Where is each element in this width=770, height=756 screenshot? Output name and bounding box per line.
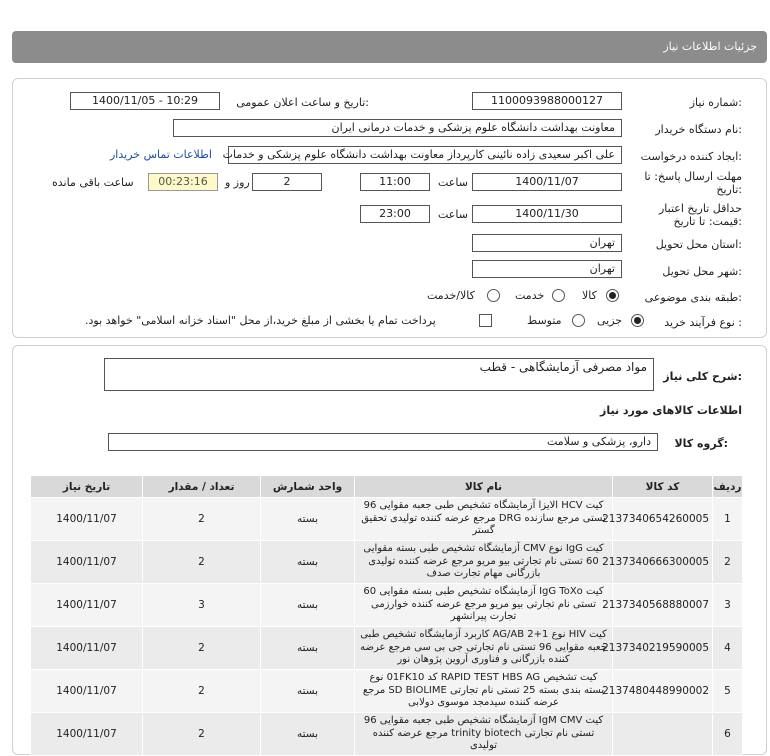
buyer-label: نام دستگاه خریدار: xyxy=(655,123,742,136)
city-field: تهران xyxy=(472,260,622,278)
cell-date: 1400/11/07 xyxy=(31,584,143,627)
cell-unit: بسته xyxy=(261,627,355,670)
process-option-minor: جزیی xyxy=(597,314,623,327)
validity-time-label: ساعت xyxy=(438,208,468,221)
col-header-date: تاریخ نیاز xyxy=(31,476,143,498)
table-row xyxy=(31,670,743,713)
table-header-row xyxy=(31,476,743,498)
deadline-date-field: 1400/11/07 xyxy=(472,173,622,191)
category-option-service: خدمت xyxy=(515,289,545,302)
province-field: تهران xyxy=(472,234,622,252)
goods-info-title: اطلاعات کالاهای مورد نیاز xyxy=(600,404,742,417)
cell-row-number: 3 xyxy=(713,584,743,627)
cell-code xyxy=(613,713,713,756)
header-bar xyxy=(12,31,767,63)
cell-code: 2137340568880007 xyxy=(613,584,713,627)
cell-quantity: 2 xyxy=(143,541,261,584)
announce-field: 1400/11/05 - 10:29 xyxy=(70,92,220,110)
cell-quantity: 3 xyxy=(143,584,261,627)
col-header-name: نام کالا xyxy=(355,476,613,498)
table-row xyxy=(31,713,743,756)
treasury-payment-checkbox[interactable] xyxy=(479,314,492,327)
cell-date: 1400/11/07 xyxy=(31,541,143,584)
cell-name: کیت HCV الایزا آزمایشگاه تشخیص طبی جعبه مقوایی 96 تستی مرجع سازنده DRG مرجع عرضه کننده تولیدی تحقیق گستر xyxy=(355,498,613,541)
validity-time-field: 23:00 xyxy=(360,205,430,223)
category-radio-both[interactable] xyxy=(487,289,500,302)
cell-row-number: 1 xyxy=(713,498,743,541)
cell-row-number: 2 xyxy=(713,541,743,584)
days-field: 2 xyxy=(252,173,322,191)
cell-name: کیت IgM CMV آزمایشگاه تشخیص طبی جعبه مقوایی 96 تستی نام تجارتی trinity biotech مرجع عرضه کننده تولیدی xyxy=(355,713,613,756)
cell-date: 1400/11/07 xyxy=(31,498,143,541)
remaining-label: ساعت باقی مانده xyxy=(52,176,134,189)
page-title: جزئیات اطلاعات نیاز xyxy=(663,40,757,53)
cell-row-number: 4 xyxy=(713,627,743,670)
need-number-label: شماره نیاز: xyxy=(689,96,742,109)
remaining-time-field: 00:23:16 xyxy=(148,173,218,191)
goods-table xyxy=(30,475,743,756)
deadline-time-label: ساعت xyxy=(438,176,468,189)
cell-unit: بسته xyxy=(261,713,355,756)
process-label: نوع فرآیند خرید : xyxy=(664,316,742,329)
cell-quantity: 2 xyxy=(143,498,261,541)
days-label: روز و xyxy=(225,176,250,189)
process-option-medium: متوسط xyxy=(527,314,562,327)
cell-unit: بسته xyxy=(261,498,355,541)
description-label: شرح کلی نیاز: xyxy=(663,370,742,383)
cell-row-number: 6 xyxy=(713,713,743,756)
col-header-code: کد کالا xyxy=(613,476,713,498)
cell-code: 2137340654260005 xyxy=(613,498,713,541)
goods-group-field: دارو، پزشکی و سلامت xyxy=(108,433,658,451)
col-header-row-number: ردیف xyxy=(713,476,743,498)
cell-unit: بسته xyxy=(261,541,355,584)
table-row xyxy=(31,627,743,670)
col-header-unit: واحد شمارش xyxy=(261,476,355,498)
deadline-label-line1: مهلت ارسال پاسخ: تا xyxy=(644,170,742,183)
table-row xyxy=(31,498,743,541)
category-option-both: کالا/خدمت xyxy=(427,289,475,302)
cell-row-number: 5 xyxy=(713,670,743,713)
validity-label-line2: قیمت: تا تاریخ: xyxy=(673,215,742,228)
cell-name: کیت IgG ToXo آزمایشگاه تشخیص طبی بسته مقوایی 60 تستی نام تجارتی بیو مریو مرجع عرضه کننده خوارزمی تجارت پیرانشهر xyxy=(355,584,613,627)
deadline-label-line2: تاریخ: xyxy=(716,183,742,196)
category-label: طبقه بندی موضوعی: xyxy=(644,291,742,304)
process-radio-minor[interactable] xyxy=(631,314,644,327)
cell-quantity: 2 xyxy=(143,713,261,756)
cell-code: 2137340219590005 xyxy=(613,627,713,670)
category-radio-goods[interactable] xyxy=(606,289,619,302)
cell-unit: بسته xyxy=(261,670,355,713)
goods-group-label: گروه کالا: xyxy=(674,437,728,450)
table-row xyxy=(31,584,743,627)
table-row xyxy=(31,541,743,584)
need-number-field: 1100093988000127 xyxy=(472,92,622,110)
creator-label: ایجاد کننده درخواست: xyxy=(640,150,742,163)
col-header-quantity: تعداد / مقدار xyxy=(143,476,261,498)
category-radio-service[interactable] xyxy=(552,289,565,302)
cell-quantity: 2 xyxy=(143,670,261,713)
cell-date: 1400/11/07 xyxy=(31,670,143,713)
cell-quantity: 2 xyxy=(143,627,261,670)
description-field: مواد مصرفی آزمایشگاهی - قطب xyxy=(104,358,654,391)
buyer-field: معاونت بهداشت دانشگاه علوم پزشکی و خدمات درمانی ایران xyxy=(173,119,622,137)
cell-name: کیت IgG نوع CMV آزمایشگاه تشخیص طبی بسته مقوایی 60 تستی نام تجارتی بیو مریو مرجع عرضه کننده تولیدی بازرگانی مهام تجارت صدف xyxy=(355,541,613,584)
cell-date: 1400/11/07 xyxy=(31,627,143,670)
buyer-contact-link[interactable]: اطلاعات تماس خریدار xyxy=(110,148,212,161)
cell-name: کیت تشخیص RAPID TEST HBS AG کد 01FK10 نوع بسته بندی بسته 25 تستی نام تجارتی SD BIOLIME مرجع عرضه کننده سیدمجد موسوی دولابی xyxy=(355,670,613,713)
cell-date: 1400/11/07 xyxy=(31,713,143,756)
cell-code: 2137480448990002 xyxy=(613,670,713,713)
creator-field: علی اکبر سعیدی زاده نائینی کارپرداز معاونت بهداشت دانشگاه علوم پزشکی و خدمات xyxy=(228,146,622,164)
category-option-goods: کالا xyxy=(582,289,597,302)
treasury-payment-note: پرداخت تمام یا بخشی از مبلغ خرید،از محل "اسناد خزانه اسلامی" خواهد بود. xyxy=(85,314,436,327)
cell-unit: بسته xyxy=(261,584,355,627)
deadline-time-field: 11:00 xyxy=(360,173,430,191)
validity-label-line1: حداقل تاریخ اعتبار xyxy=(658,202,742,215)
cell-code: 2137340666300005 xyxy=(613,541,713,584)
cell-name: کیت HIV نوع 1+2 AG/AB کاربرد آزمایشگاه تشخیص طبی جعبه مقوایی 96 تستی نام تجارتی جی بی سی مرجع عرضه کننده بازرگانی و فناوری آروین پژوهان نور xyxy=(355,627,613,670)
validity-date-field: 1400/11/30 xyxy=(472,205,622,223)
province-label: استان محل تحویل: xyxy=(655,238,742,251)
city-label: شهر محل تحویل: xyxy=(662,265,742,278)
process-radio-medium[interactable] xyxy=(572,314,585,327)
announce-label: تاریخ و ساعت اعلان عمومی: xyxy=(236,96,369,109)
